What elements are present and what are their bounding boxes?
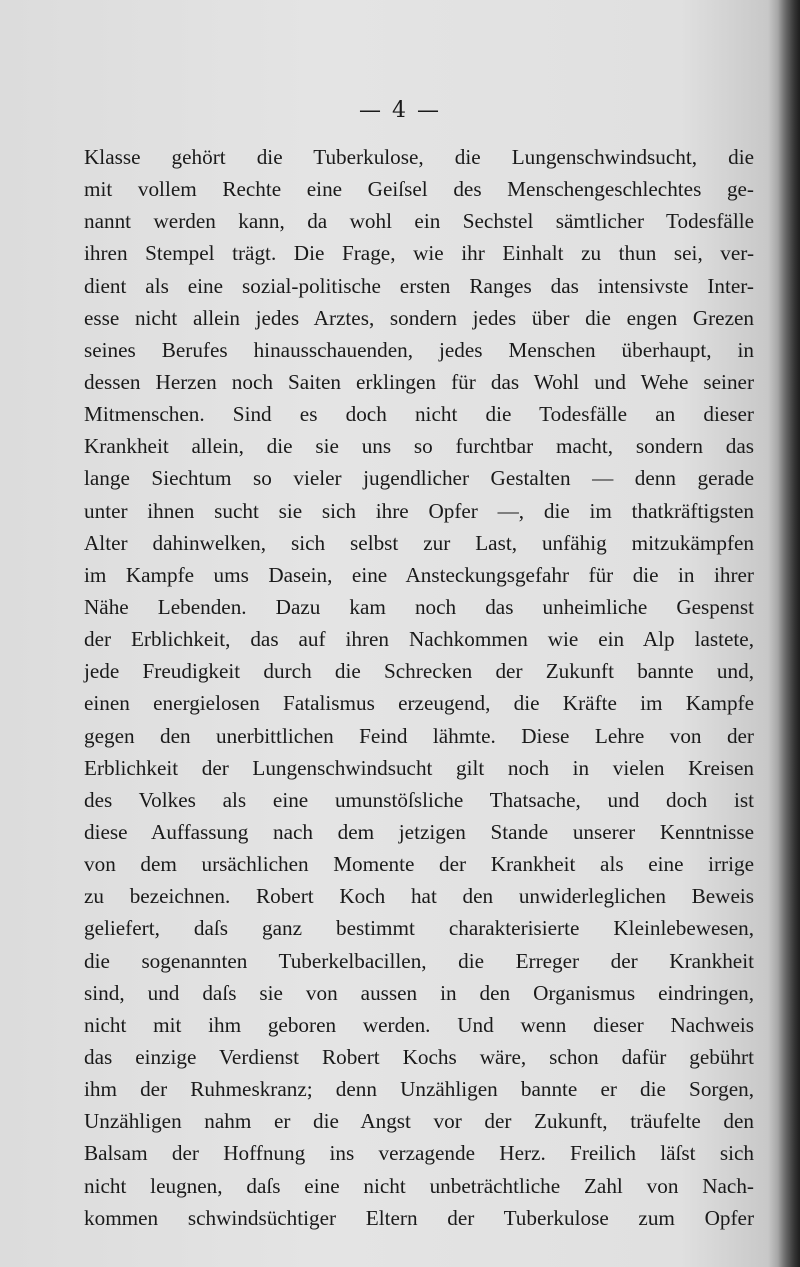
- text-line: zu bezeichnen. Robert Koch hat den unwiderleglichen Beweis: [84, 884, 754, 909]
- text-line: geliefert, daſs ganz bestimmt charakterisierte Kleinlebewesen,: [84, 916, 754, 941]
- text-line: das einzige Verdienst Robert Kochs wäre, schon dafür gebührt: [84, 1044, 754, 1069]
- text-line: Balsam der Hoffnung ins verzagende Herz. Freilich läſst sich: [84, 1141, 754, 1166]
- text-line: nicht leugnen, daſs eine nicht unbeträchtliche Zahl von Nach-: [84, 1173, 754, 1198]
- text-line: lange Siechtum so vieler jugendlicher Gestalten — denn gerade: [84, 466, 754, 491]
- text-line: jede Freudigkeit durch die Schrecken der Zukunft bannte und,: [84, 659, 754, 684]
- text-line: Klasse gehört die Tuberkulose, die Lungenschwindsucht, die: [84, 145, 754, 169]
- text-line: von dem ursächlichen Momente der Krankheit als eine irrige: [84, 852, 754, 877]
- text-line: des Volkes als eine umunstöſsliche Thatsache, und doch ist: [84, 787, 754, 812]
- page-edge-shadow: [778, 0, 800, 1267]
- body-text: [84, 141, 754, 1234]
- text-line: Alter dahinwelken, sich selbst zur Last, unfähig mitzukämpfen: [84, 530, 754, 555]
- text-line: gegen den unerbittlichen Feind lähmte. Diese Lehre von der: [84, 723, 754, 748]
- text-line: ihm der Ruhmeskranz; denn Unzähligen bannte er die Sorgen,: [84, 1077, 754, 1102]
- text-line: Unzähligen nahm er die Angst vor der Zukunft, träufelte den: [84, 1109, 754, 1134]
- text-line: esse nicht allein jedes Arztes, sondern jedes über die engen Grezen: [84, 305, 754, 330]
- text-line: Krankheit allein, die sie uns so furchtbar macht, sondern das: [84, 434, 754, 459]
- text-line: nannt werden kann, da wohl ein Sechstel sämtlicher Todesfälle: [84, 209, 754, 234]
- text-line: im Kampfe ums Dasein, eine Ansteckungsgefahr für die in ihrer: [84, 562, 754, 587]
- text-line: die sogenannten Tuberkelbacillen, die Erreger der Krankheit: [84, 948, 754, 973]
- text-line: ihren Stempel trägt. Die Frage, wie ihr Einhalt zu thun sei, ver-: [84, 241, 754, 266]
- text-line: sind, und daſs sie von aussen in den Organismus eindringen,: [84, 980, 754, 1005]
- text-line: Mitmenschen. Sind es doch nicht die Todesfälle an dieser: [84, 402, 754, 427]
- text-line: unter ihnen sucht sie sich ihre Opfer —, die im thatkräftigsten: [84, 498, 754, 523]
- text-line: dessen Herzen noch Saiten erklingen für das Wohl und Wehe seiner: [84, 369, 754, 394]
- text-line: diese Auffassung nach dem jetzigen Stande unserer Kenntnisse: [84, 819, 754, 844]
- text-line: seines Berufes hinausschauenden, jedes Menschen überhaupt, in: [84, 337, 754, 362]
- text-line: Nähe Lebenden. Dazu kam noch das unheimliche Gespenst: [84, 594, 754, 619]
- text-line: kommen schwindsüchtiger Eltern der Tuberkulose zum Opfer: [84, 1205, 754, 1230]
- text-line: Erblichkeit der Lungenschwindsucht gilt noch in vielen Kreisen: [84, 755, 754, 780]
- text-line: der Erblichkeit, das auf ihren Nachkommen wie ein Alp lastete,: [84, 627, 754, 652]
- text-line: dient als eine sozial-politische ersten Ranges das intensivste Inter-: [84, 273, 754, 298]
- text-line: nicht mit ihm geboren werden. Und wenn dieser Nachweis: [84, 1012, 754, 1037]
- text-line: einen energielosen Fatalismus erzeugend, die Kräfte im Kampfe: [84, 691, 754, 716]
- page-number: — 4 —: [359, 98, 441, 123]
- text-line: mit vollem Rechte eine Geiſsel des Menschengeschlechtes ge-: [84, 177, 754, 202]
